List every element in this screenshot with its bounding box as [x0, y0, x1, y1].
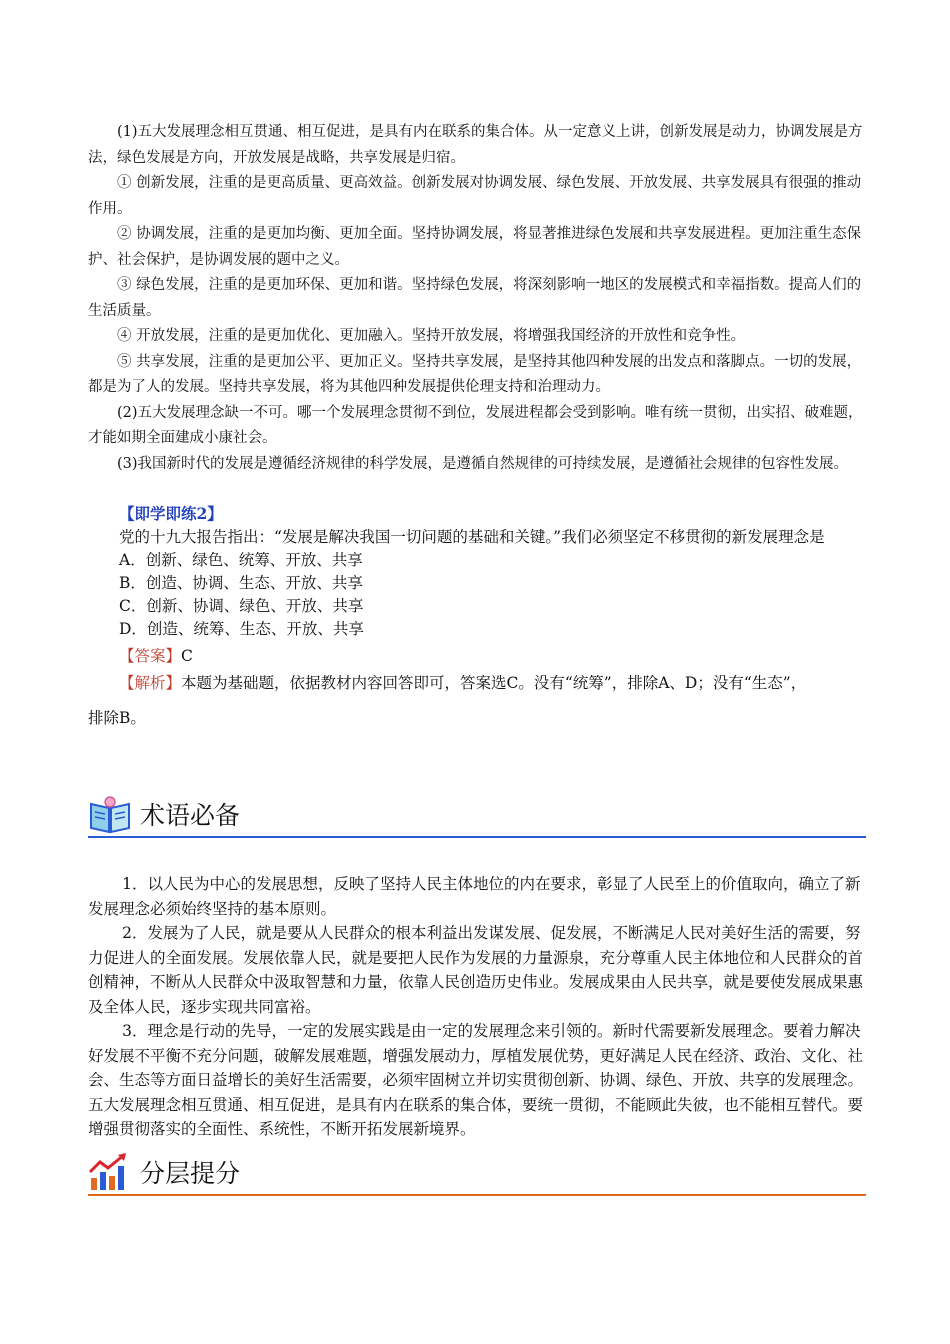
- paragraph: ④ 开放发展，注重的是更加优化、更加融入。坚持开放发展，将增强我国经济的开放性和竞争性。: [117, 328, 746, 344]
- section-divider: [88, 1194, 866, 1196]
- growth-chart-icon: [88, 1152, 130, 1196]
- section-header-terms: [88, 790, 866, 842]
- paragraph: 3．理念是行动的先导，一定的发展实践是由一定的发展理念来引领的。新时代需要新发展理念。要着力解决好发展不平衡不充分问题，破解发展难题，增强发展动力，厚植发展优势，更好满足人民在经济、政治、文化、社会、生态等方面日益增长的美好生活需要，必须牢固树立并切实贯彻创新、协调、绿色、开放、共享的发展理念。五大发展理念相互贯通、相互促进，是具有内在联系的集合体，要统一贯彻，不能顾此失彼，也不能相互替代。要增强贯彻落实的全面性、系统性，不断开拓发展新境界。: [88, 1022, 864, 1138]
- paragraph: (1)五大发展理念相互贯通、相互促进，是具有内在联系的集合体。从一定意义上讲，创新发展是动力，协调发展是方法，绿色发展是方向，开放发展是战略，共享发展是归宿。: [88, 124, 863, 166]
- section-title: 分层提分: [140, 1159, 241, 1188]
- paragraph: ② 协调发展，注重的是更加均衡、更加全面。坚持协调发展，将显著推进绿色发展和共享发展进程。更加注重生态保护、社会保护，是协调发展的题中之义。: [88, 226, 862, 268]
- paragraph: (2)五大发展理念缺一不可。哪一个发展理念贯彻不到位，发展进程都会受到影响。唯有统一贯彻，出实招、破难题，才能如期全面建成小康社会。: [88, 404, 863, 446]
- option-a: A．创新、绿色、统筹、开放、共享: [119, 551, 363, 569]
- paragraph: 1．以人民为中心的发展思想，反映了坚持人民主体地位的内在要求，彰显了人民至上的价值取向，确立了新发展理念必须始终坚持的基本原则。: [88, 875, 861, 918]
- analysis-text: 本题为基础题，依据教材内容回答即可，答案选C。没有“统筹”，排除A、D；没有“生态”，: [181, 674, 807, 692]
- book-icon: [88, 796, 132, 840]
- paragraph: (3)我国新时代的发展是遵循经济规律的科学发展，是遵循自然规律的可持续发展，是遵循社会规律的包容性发展。: [117, 455, 849, 472]
- paragraph: ③ 绿色发展，注重的是更加环保、更加和谐。坚持绿色发展，将深刻影响一地区的发展模式和幸福指数。提高人们的生活质量。: [88, 277, 862, 319]
- option-d: D．创造、统筹、生态、开放、共享: [119, 620, 364, 638]
- answer-label: 【答案】: [119, 647, 182, 665]
- analysis-continued: 排除B。: [88, 709, 146, 727]
- answer-line: [88, 645, 866, 668]
- practice-label: [88, 502, 866, 526]
- practice-question: [88, 502, 866, 730]
- option-b: B．创造、协调、生态、开放、共享: [119, 574, 363, 592]
- paragraph: ① 创新发展，注重的是更高质量、更高效益。创新发展对协调发展、绿色发展、开放发展、共享发展具有很强的推动作用。: [88, 175, 862, 217]
- section-title: 术语必备: [140, 801, 241, 830]
- option-c: C．创新、协调、绿色、开放、共享: [119, 597, 364, 615]
- analysis-line: [88, 672, 866, 695]
- question-text: 党的十九大报告指出：“发展是解决我国一切问题的基础和关键。”我们必须坚定不移贯彻的新发展理念是: [119, 528, 825, 546]
- concept-explanation: [88, 120, 866, 477]
- answer-value: C: [181, 647, 193, 665]
- terms-content: [88, 872, 866, 1142]
- analysis-label: 【解析】: [119, 674, 182, 692]
- section-divider: [88, 836, 866, 838]
- paragraph: 2．发展为了人民，就是要从人民群众的根本利益出发谋发展、促发展，不断满足人民对美好生活的需要，努力促进人的全面发展。发展依靠人民，就是要把人民作为发展的力量源泉，充分尊重人民主体地位和人民群众的首创精神，不断从人民群众中汲取智慧和力量，依靠人民创造历史伟业。发展成果由人民共享，就是要使发展成果惠及全体人民，逐步实现共同富裕。: [88, 924, 864, 1016]
- section-header-levels: [88, 1150, 866, 1200]
- paragraph: ⑤ 共享发展，注重的是更加公平、更加正义。坚持共享发展，是坚持其他四种发展的出发点和落脚点。一切的发展，都是为了人的发展。坚持共享发展，将为其他四种发展提供伦理支持和治理动力。: [88, 353, 862, 395]
- practice-label-text: 【即学即练2】: [119, 504, 223, 523]
